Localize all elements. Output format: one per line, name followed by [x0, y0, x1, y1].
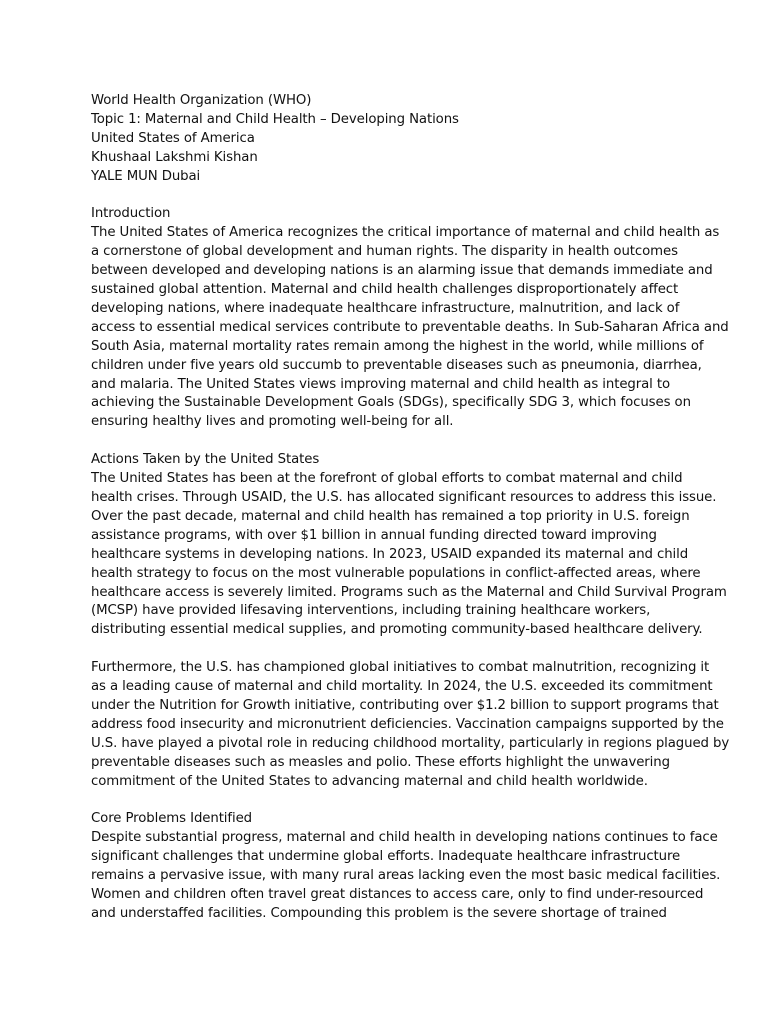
paragraph-line: access to essential medical services contribute to preventable deaths. In Sub-Saharan Africa and — [91, 319, 729, 335]
paragraph-line: developing nations, where inadequate healthcare infrastructure, malnutrition, and lack of — [91, 300, 680, 316]
paragraph-line: as a leading cause of maternal and child mortality. In 2024, the U.S. exceeded its commitment — [91, 679, 713, 695]
paragraph-line: South Asia, maternal mortality rates remain among the highest in the world, while millions of — [91, 338, 704, 354]
header-line: Topic 1: Maternal and Child Health – Developing Nations — [91, 111, 459, 127]
paragraph-line: a cornerstone of global development and human rights. The disparity in health outcomes — [91, 244, 678, 260]
section-introduction — [91, 205, 729, 432]
paragraph-line: Women and children often travel great distances to access care, only to find under-resourced — [91, 887, 704, 902]
header-line: United States of America — [91, 130, 255, 146]
paragraph-line: and malaria. The United States views improving maternal and child health as integral to — [91, 376, 671, 392]
paragraph-line: children under five years old succumb to preventable diseases such as pneumonia, diarrhea, — [91, 357, 702, 373]
paragraph-line: The United States of America recognizes the critical importance of maternal and child health as — [91, 225, 720, 241]
paragraph-line: ensuring healthy lives and promoting well-being for all. — [91, 414, 454, 430]
paragraph-line: health crises. Through USAID, the U.S. has allocated significant resources to address this issue. — [91, 490, 717, 505]
paragraph-line: Despite substantial progress, maternal and child health in developing nations continues to face — [91, 830, 718, 846]
paragraph — [91, 829, 721, 924]
spacer — [91, 432, 691, 451]
paragraph — [91, 659, 730, 791]
paragraph-line: distributing essential medical supplies, and promoting community-based healthcare delivery. — [91, 622, 703, 638]
paragraph-line: U.S. have played a pivotal role in reducing childhood mortality, particularly in regions plagued by — [91, 735, 730, 751]
paragraph-line: under the Nutrition for Growth initiative, contributing over $1.2 billion to support programs that — [91, 697, 719, 713]
paragraph-line: and understaffed facilities. Compounding this problem is the severe shortage of trained — [91, 905, 667, 921]
section-heading: Actions Taken by the United States — [91, 452, 320, 468]
header-line: YALE MUN Dubai — [91, 168, 201, 184]
paragraph-line: assistance programs, with over $1 billion in annual funding directed toward improving — [91, 527, 657, 543]
paragraph-line: (MCSP) have provided lifesaving interventions, including training healthcare workers, — [91, 603, 651, 619]
section-heading: Introduction — [91, 206, 171, 222]
paragraph-line: sustained global attention. Maternal and child health challenges disproportionately affect — [91, 282, 679, 298]
section-actions-taken — [91, 451, 730, 791]
paragraph-line: preventable diseases such as measles and polio. These efforts highlight the unwavering — [91, 754, 670, 770]
paragraph-line: commitment of the United States to advancing maternal and child health worldwide. — [91, 773, 648, 789]
paragraph-line: healthcare systems in developing nations. In 2023, USAID expanded its maternal and child — [91, 546, 689, 562]
spacer — [91, 187, 691, 206]
header-line: World Health Organization (WHO) — [91, 93, 312, 108]
spacer — [91, 640, 691, 659]
paragraph-line: achieving the Sustainable Development Goals (SDGs), specifically SDG 3, which focuses on — [91, 395, 691, 411]
document-header — [91, 92, 691, 187]
spacer — [91, 791, 691, 810]
paragraph-line: Over the past decade, maternal and child health has remained a top priority in U.S. foreign — [91, 508, 690, 524]
paragraph — [91, 470, 727, 640]
document-page — [91, 92, 730, 924]
paragraph-line: address food insecurity and micronutrient deficiencies. Vaccination campaigns supported by the — [91, 716, 724, 732]
paragraph-line: significant challenges that undermine global efforts. Inadequate healthcare infrastructure — [91, 849, 681, 865]
paragraph-line: between developed and developing nations is an alarming issue that demands immediate and — [91, 263, 713, 279]
paragraph-line: The United States has been at the forefront of global efforts to combat maternal and child — [91, 471, 683, 487]
section-heading: Core Problems Identified — [91, 811, 252, 827]
paragraph-line: remains a pervasive issue, with many rural areas lacking even the most basic medical facilities. — [91, 868, 721, 884]
paragraph-line: Furthermore, the U.S. has championed global initiatives to combat malnutrition, recognizing it — [91, 660, 710, 676]
paragraph-line: healthcare access is severely limited. Programs such as the Maternal and Child Survival Program — [91, 584, 727, 600]
paragraph-line: health strategy to focus on the most vulnerable populations in conflict-affected areas, where — [91, 565, 701, 581]
section-core-problems — [91, 810, 721, 923]
header-line: Khushaal Lakshmi Kishan — [91, 149, 258, 165]
paragraph — [91, 224, 729, 432]
